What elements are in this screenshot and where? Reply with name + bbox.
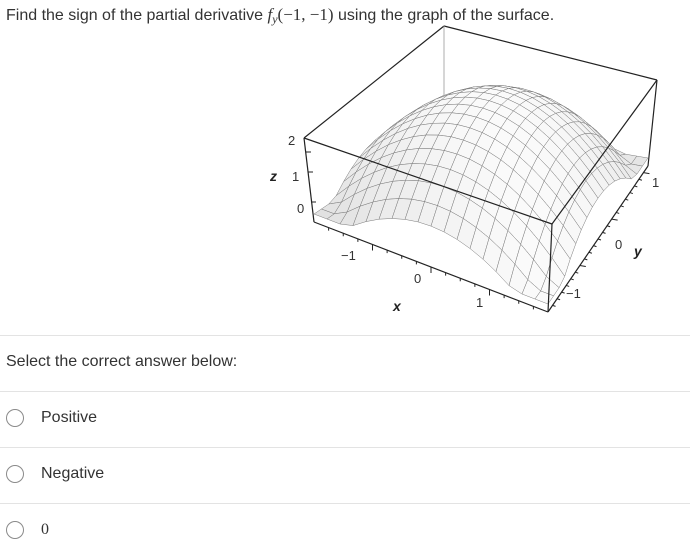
x-axis-label: x <box>393 298 401 314</box>
axis-tick <box>607 226 610 227</box>
divider <box>0 335 690 336</box>
surface <box>314 85 648 304</box>
math-subscript: y <box>272 12 278 26</box>
axis-tick <box>571 279 574 280</box>
axis-tick <box>630 193 633 194</box>
option-zero[interactable] <box>0 503 690 557</box>
question-suffix: using the graph of the surface. <box>333 7 555 24</box>
answer-prompt: Select the correct answer below: <box>6 353 238 370</box>
axis-tick <box>575 272 578 273</box>
y-tick-label: −1 <box>566 286 581 301</box>
axis-tick <box>593 246 596 247</box>
y-tick-label: 0 <box>615 237 623 252</box>
radio-button[interactable] <box>6 465 24 483</box>
radio-button[interactable] <box>6 521 24 539</box>
axis-tick <box>634 186 637 187</box>
axis-tick <box>598 239 601 240</box>
axis-tick <box>643 173 649 174</box>
y-tick-label: 1 <box>652 175 660 190</box>
y-axis-label: y <box>634 243 642 259</box>
axis-tick <box>612 219 618 220</box>
option-positive[interactable] <box>0 391 690 445</box>
x-tick-label: 1 <box>476 295 484 310</box>
radio-button[interactable] <box>6 409 24 427</box>
math-arguments: (−1, −1) <box>277 5 334 24</box>
z-tick-label: 0 <box>297 201 305 216</box>
axis-tick <box>553 305 556 306</box>
z-axis-label: z <box>270 168 277 184</box>
x-tick-label: −1 <box>341 248 356 263</box>
axis-tick <box>625 199 628 200</box>
x-tick-label: 0 <box>414 271 422 286</box>
axis-tick <box>562 292 565 293</box>
axis-tick <box>557 299 560 300</box>
math-function: f <box>267 5 273 24</box>
option-label: Negative <box>41 465 105 482</box>
question-prefix: Find the sign of the partial derivative <box>6 7 268 24</box>
axis-tick <box>589 252 592 253</box>
axis-tick <box>603 232 606 233</box>
option-negative[interactable] <box>0 447 690 501</box>
axis-tick <box>621 206 624 207</box>
axis-tick <box>616 212 619 213</box>
option-label: 0 <box>41 521 49 538</box>
axis-tick <box>580 266 586 267</box>
z-tick-label: 2 <box>288 133 296 148</box>
option-label: Positive <box>41 409 98 426</box>
z-tick-label: 1 <box>292 169 300 184</box>
axis-tick <box>584 259 587 260</box>
axis-tick <box>639 179 642 180</box>
